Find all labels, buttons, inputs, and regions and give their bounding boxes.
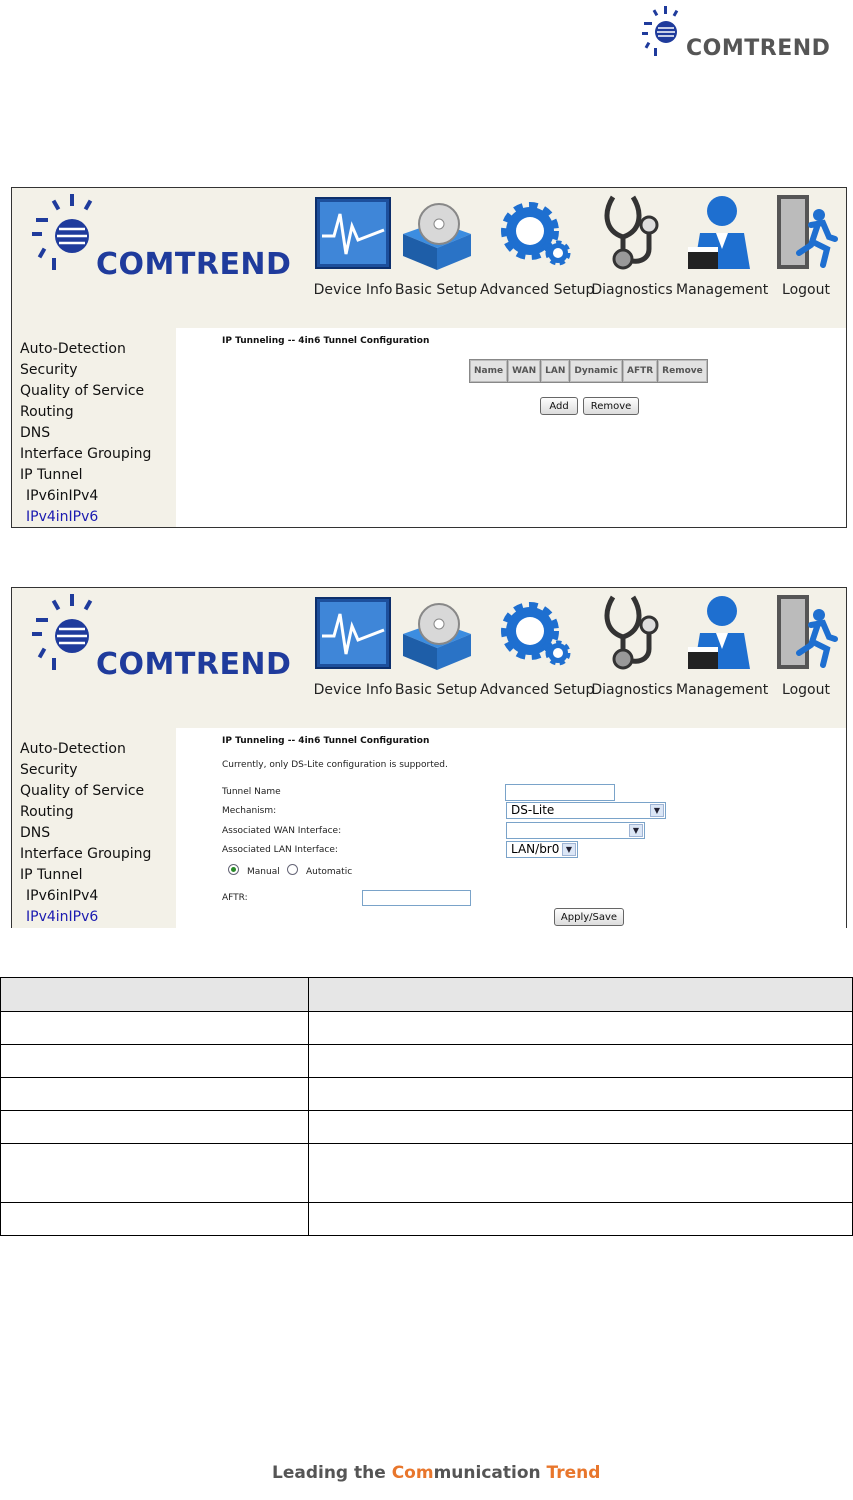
table-cell	[309, 1111, 853, 1144]
brand-wordmark: COMTREND	[686, 36, 831, 61]
table-cell	[309, 1203, 853, 1236]
wan-interface-select[interactable]	[506, 822, 645, 839]
nav-management[interactable]: Management	[676, 192, 762, 298]
mechanism-label: Mechanism:	[222, 806, 277, 816]
page-title: IP Tunneling -- 4in6 Tunnel Configuration	[222, 336, 430, 346]
nav-basic-setup[interactable]: Basic Setup	[394, 592, 478, 698]
chevron-down-icon: ▼	[650, 804, 664, 817]
add-button[interactable]: Add	[540, 397, 578, 415]
tunnel-list-screen	[11, 187, 847, 528]
sidebar-item-quality-of-service[interactable]: Quality of Service	[20, 783, 145, 799]
chevron-down-icon: ▼	[562, 843, 576, 856]
device-info-chart-icon	[314, 596, 392, 670]
sidebar-item-auto-detection[interactable]: Auto-Detection	[20, 741, 126, 757]
nav-device-info[interactable]: Device Info	[308, 192, 398, 298]
table-row	[1, 1045, 853, 1078]
field-description-table	[0, 977, 853, 1236]
automatic-radio[interactable]	[287, 864, 298, 875]
sidebar-item-ipv6inipv4[interactable]: IPv6inIPv4	[26, 888, 99, 904]
lan-interface-label: Associated LAN Interface:	[222, 845, 338, 855]
remove-button[interactable]: Remove	[583, 397, 639, 415]
table-row	[1, 1078, 853, 1111]
brand-wordmark: COMTREND	[96, 247, 292, 282]
column-header: Dynamic	[570, 360, 622, 382]
table-cell	[1, 1111, 309, 1144]
nav-advanced-setup[interactable]: Advanced Setup	[480, 192, 588, 298]
comtrend-starburst-icon	[26, 192, 106, 282]
table-cell	[1, 1012, 309, 1045]
header-bar	[12, 188, 846, 328]
sidebar-item-interface-grouping[interactable]: Interface Grouping	[20, 846, 152, 862]
table-cell	[1, 1144, 309, 1203]
table-cell	[1, 1045, 309, 1078]
management-user-icon	[686, 193, 752, 273]
footer-slogan	[272, 1463, 600, 1483]
sidebar-item-dns[interactable]: DNS	[20, 825, 51, 841]
chevron-down-icon: ▼	[629, 824, 643, 837]
table-cell	[1, 978, 309, 1012]
table-cell	[309, 1012, 853, 1045]
basic-setup-disc-icon	[397, 594, 475, 672]
nav-advanced-setup[interactable]: Advanced Setup	[480, 592, 588, 698]
sidebar-item-auto-detection[interactable]: Auto-Detection	[20, 341, 126, 357]
nav-basic-setup[interactable]: Basic Setup	[394, 192, 478, 298]
header-bar	[12, 588, 846, 728]
table-cell	[1, 1203, 309, 1236]
column-header: WAN	[508, 360, 540, 382]
aftr-input[interactable]	[362, 890, 471, 906]
sidebar	[12, 328, 176, 528]
table-row	[1, 1012, 853, 1045]
comtrend-starburst-icon	[636, 4, 686, 62]
nav-management[interactable]: Management	[676, 592, 762, 698]
tunnel-table	[469, 359, 708, 383]
diagnostics-stethoscope-icon	[599, 593, 665, 673]
main-content	[176, 728, 846, 928]
sidebar-item-ip-tunnel[interactable]: IP Tunnel	[20, 467, 83, 483]
column-header: Remove	[658, 360, 707, 382]
automatic-label: Automatic	[306, 867, 353, 877]
lan-interface-select[interactable]	[506, 841, 578, 858]
nav-logout[interactable]: Logout	[766, 192, 846, 298]
tunnel-config-screen	[11, 587, 847, 928]
top-nav	[308, 192, 847, 302]
mechanism-value: DS-Lite	[511, 803, 555, 817]
nav-device-info[interactable]: Device Info	[308, 592, 398, 698]
table-row	[1, 1203, 853, 1236]
aftr-label: AFTR:	[222, 893, 248, 903]
tunnel-name-input[interactable]	[505, 784, 615, 801]
table-row	[1, 1144, 853, 1203]
footer-prefix: Leading the	[272, 1463, 392, 1483]
table-cell	[1, 1078, 309, 1111]
comtrend-logo	[26, 192, 306, 282]
device-info-chart-icon	[314, 196, 392, 270]
comtrend-corner-logo	[636, 4, 842, 62]
sidebar-item-dns[interactable]: DNS	[20, 425, 51, 441]
nav-logout[interactable]: Logout	[766, 592, 846, 698]
sidebar-item-ipv4inipv6[interactable]: IPv4inIPv6	[26, 909, 99, 925]
manual-label: Manual	[247, 867, 280, 877]
nav-diagnostics[interactable]: Diagnostics	[590, 192, 674, 298]
advanced-setup-gear-icon	[494, 193, 574, 273]
sidebar-item-routing[interactable]: Routing	[20, 404, 74, 420]
comtrend-starburst-icon	[26, 592, 106, 682]
tunnel-name-label: Tunnel Name	[222, 787, 281, 797]
manual-radio[interactable]	[228, 864, 239, 875]
main-content	[176, 328, 846, 527]
page-title: IP Tunneling -- 4in6 Tunnel Configuration	[222, 736, 430, 746]
table-cell	[309, 1144, 853, 1203]
sidebar-item-security[interactable]: Security	[20, 362, 78, 378]
table-header-row	[470, 360, 707, 382]
mechanism-select[interactable]	[506, 802, 666, 819]
comtrend-logo	[26, 592, 306, 682]
sidebar	[12, 728, 176, 928]
sidebar-item-ip-tunnel[interactable]: IP Tunnel	[20, 867, 83, 883]
column-header: LAN	[541, 360, 569, 382]
brand-wordmark: COMTREND	[96, 647, 292, 682]
logout-exit-icon	[773, 193, 839, 273]
basic-setup-disc-icon	[397, 194, 475, 272]
lan-interface-value: LAN/br0	[511, 842, 560, 856]
column-header: AFTR	[623, 360, 657, 382]
sidebar-item-security[interactable]: Security	[20, 762, 78, 778]
table-row	[1, 1111, 853, 1144]
nav-diagnostics[interactable]: Diagnostics	[590, 592, 674, 698]
footer-highlight-trend: Trend	[546, 1463, 601, 1483]
footer-middle: munication	[433, 1463, 547, 1483]
table-cell	[309, 978, 853, 1012]
top-nav	[308, 592, 847, 702]
table-cell	[309, 1045, 853, 1078]
config-note: Currently, only DS-Lite configuration is supported.	[222, 760, 448, 770]
sidebar-item-ipv6inipv4[interactable]: IPv6inIPv4	[26, 488, 99, 504]
table-header-row	[1, 978, 853, 1012]
management-user-icon	[686, 593, 752, 673]
sidebar-item-ipv4inipv6[interactable]: IPv4inIPv6	[26, 509, 99, 525]
table-cell	[309, 1078, 853, 1111]
sidebar-item-routing[interactable]: Routing	[20, 804, 74, 820]
sidebar-item-interface-grouping[interactable]: Interface Grouping	[20, 446, 152, 462]
sidebar-item-quality-of-service[interactable]: Quality of Service	[20, 383, 145, 399]
column-header: Name	[470, 360, 507, 382]
apply-save-button[interactable]: Apply/Save	[554, 908, 624, 926]
wan-interface-label: Associated WAN Interface:	[222, 826, 342, 836]
advanced-setup-gear-icon	[494, 593, 574, 673]
diagnostics-stethoscope-icon	[599, 193, 665, 273]
logout-exit-icon	[773, 593, 839, 673]
footer-highlight-com: Com	[391, 1463, 434, 1483]
